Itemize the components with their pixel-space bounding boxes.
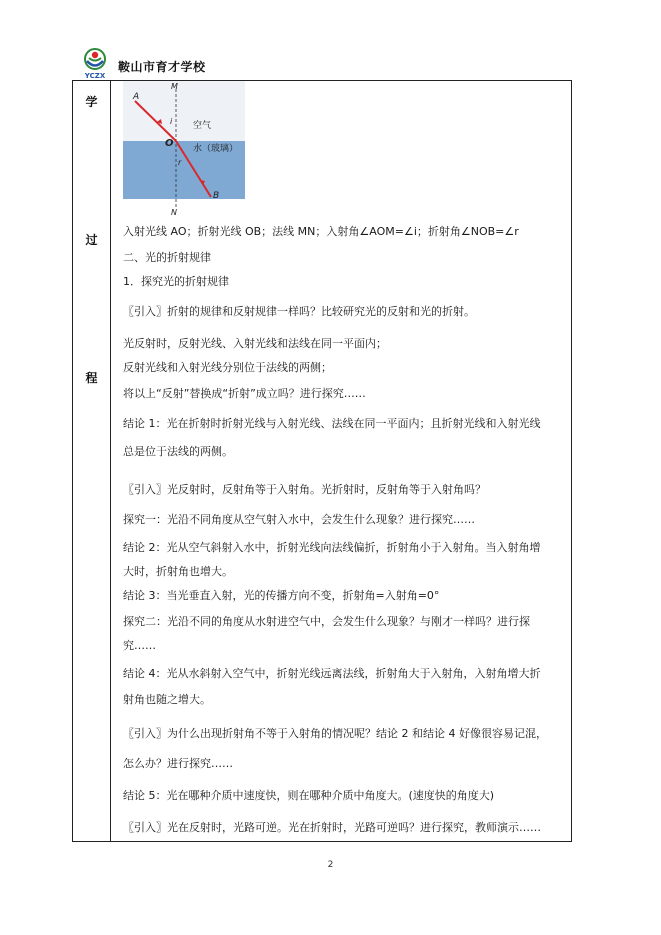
lesson-table — [72, 80, 572, 842]
text-line: 总是位于法线的两侧。 — [123, 445, 233, 458]
label-a: A — [133, 92, 140, 102]
page-header — [78, 46, 598, 80]
text-line: 〖引入〗光反射时，反射角等于入射角。光折射时，反射角等于入射角吗？ — [123, 483, 486, 496]
text-line: 结论 4：光从水斜射入空气中，折射光线远离法线，折射角大于入射角，入射角增大折 — [123, 667, 541, 680]
text-line: 〖引入〗折射的规律和反射规律一样吗？比较研究光的反射和光的折射。 — [123, 305, 475, 318]
text-line: 光反射时，反射光线、入射光线和法线在同一平面内； — [123, 337, 387, 350]
label-n: N — [171, 208, 177, 217]
text-line: 反射光线和入射光线分别位于法线的两侧； — [123, 361, 332, 374]
text-line: 结论 5：光在哪种介质中速度快，则在哪种介质中角度大。(速度快的角度大) — [123, 789, 495, 802]
column-divider — [110, 81, 111, 841]
label-r: r — [178, 158, 182, 167]
text-line: 入射光线 AO；折射光线 OB；法线 MN；入射角∠AOM=∠i；折射角∠NOB=∠r — [123, 225, 519, 238]
side-label-xue: 学 — [85, 95, 98, 109]
text-line: 探究一：光沿不同角度从空气射入水中，会发生什么现象？进行探究…… — [123, 513, 475, 526]
text-line: 1．探究光的折射规律 — [123, 275, 229, 288]
label-water: 水（玻璃） — [193, 144, 239, 154]
label-i: i — [170, 117, 173, 126]
text-line: 结论 3：当光垂直入射，光的传播方向不变，折射角=入射角=0° — [123, 589, 440, 602]
side-label-cheng: 程 — [85, 371, 98, 385]
school-name: 鞍山市育才学校 — [118, 60, 206, 74]
text-line: 结论 1：光在折射时折射光线与入射光线、法线在同一平面内；且折射光线和入射光线 — [123, 417, 541, 430]
label-m: M — [171, 82, 178, 91]
label-o: O — [165, 138, 174, 149]
logo-text: YCZX — [84, 72, 106, 80]
text-line: 怎么办？进行探究…… — [123, 757, 233, 770]
text-line: 探究二：光沿不同的角度从水射进空气中，会发生什么现象？与刚才一样吗？进行探 — [123, 615, 530, 628]
side-label-guo: 过 — [85, 233, 98, 247]
air-region — [123, 81, 245, 141]
page-number: 2 — [327, 860, 334, 870]
text-line: 究…… — [123, 639, 156, 652]
label-b: B — [213, 191, 220, 201]
text-line: 大时，折射角也增大。 — [123, 565, 233, 578]
label-air: 空气 — [193, 121, 212, 131]
text-line: 结论 2：光从空气斜射入水中，折射光线向法线偏折，折射角小于入射角。当入射角增 — [123, 541, 541, 554]
text-line: 二、光的折射规律 — [123, 251, 211, 264]
text-line: 射角也随之增大。 — [123, 693, 211, 706]
text-line: 将以上“反射”替换成“折射”成立吗？进行探究…… — [123, 387, 366, 400]
text-line: 〖引入〗为什么出现折射角不等于入射角的情况呢？结论 2 和结论 4 好像很容易记混， — [123, 727, 547, 740]
text-line: 〖引入〗光在反射时，光路可逆。光在折射时，光路可逆吗？进行探究，教师演示…… — [123, 821, 541, 834]
refraction-diagram — [123, 81, 303, 221]
school-logo-icon — [78, 46, 112, 80]
